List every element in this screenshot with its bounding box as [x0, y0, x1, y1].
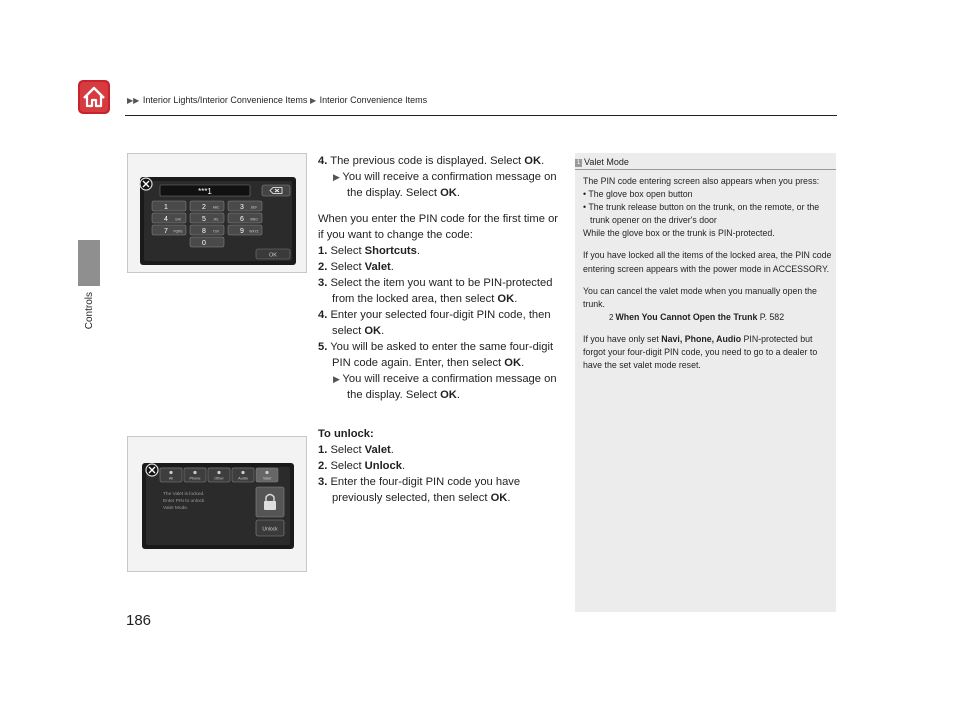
- svg-text:Audio: Audio: [238, 476, 248, 481]
- notes-body: [583, 175, 833, 372]
- setup-step-1: 1. Select Shortcuts.: [318, 245, 420, 257]
- svg-text:9: 9: [240, 228, 244, 235]
- svg-text:6: 6: [240, 216, 244, 223]
- notes-panel: [575, 153, 836, 612]
- svg-text:2: 2: [202, 204, 206, 211]
- unlock-step-2: 2. Select Unlock.: [318, 460, 406, 472]
- result-arrow-icon: ▶: [333, 172, 343, 182]
- setup-step-5-sub: ▶ You will receive a confirmation message on the display. Select OK.: [333, 373, 557, 401]
- svg-text:GHI: GHI: [175, 217, 181, 222]
- setup-step-4: 4. Enter your selected four-digit PIN code, then select OK.: [318, 309, 551, 337]
- tab-valet[interactable]: [256, 468, 278, 482]
- svg-text:Other: Other: [214, 476, 224, 481]
- note-paragraph: If you have locked all the items of the locked area, the PIN code entering screen appears with the power mode in ACCESSORY.: [583, 250, 832, 274]
- keypad-key-3[interactable]: [228, 201, 262, 211]
- tab-audio[interactable]: [232, 468, 254, 482]
- breadcrumb: [127, 95, 427, 105]
- unlock-button-label: Unlock: [262, 526, 278, 533]
- breadcrumb-current: Interior Convenience Items: [319, 95, 428, 105]
- tab-all[interactable]: [160, 468, 182, 482]
- breadcrumb-arrow-icon: ▶: [309, 96, 317, 105]
- note-bullet: • The trunk release button on the trunk, on the remote, or the trunk opener on the driver's door: [583, 202, 820, 226]
- setup-step-2: 2. Select Valet.: [318, 261, 394, 273]
- svg-text:5: 5: [202, 216, 206, 223]
- keypad-key-1[interactable]: [152, 201, 186, 211]
- note-marker-icon: 1: [576, 160, 581, 166]
- svg-text:8: 8: [202, 228, 206, 235]
- pin-code-text: ***1: [198, 187, 212, 196]
- svg-text:4: 4: [164, 216, 168, 223]
- keypad-key-9[interactable]: [228, 225, 262, 235]
- breadcrumb-link-lights[interactable]: Interior Lights/Interior Convenience Items: [142, 95, 308, 105]
- unlock-step-1: 1. Select Valet.: [318, 444, 394, 456]
- svg-text:All: All: [168, 476, 174, 481]
- home-icon[interactable]: [78, 80, 110, 114]
- keypad-key-7[interactable]: [152, 225, 186, 235]
- setup-step-5: 5. You will be asked to enter the same four-digit PIN code again. Enter, then select OK.: [318, 341, 554, 369]
- svg-text:TUV: TUV: [212, 229, 220, 234]
- note-paragraph: You can cancel the valet mode when you manually open the trunk.: [583, 285, 817, 309]
- unlock-step-3: 3. Enter the four-digit PIN code you have previously selected, then select OK.: [318, 476, 521, 504]
- keypad-key-4[interactable]: [152, 213, 186, 223]
- svg-text:PQRS: PQRS: [173, 229, 183, 234]
- notes-title: 1 Valet Mode: [576, 157, 629, 167]
- svg-text:DEF: DEF: [250, 205, 258, 210]
- keypad-key-2[interactable]: [190, 201, 224, 211]
- svg-text:7: 7: [164, 228, 168, 235]
- svg-text:MNO: MNO: [250, 217, 258, 222]
- valet-unlock-screenshot: [127, 436, 307, 572]
- result-arrow-icon: ▶: [333, 374, 343, 384]
- svg-text:0: 0: [202, 240, 206, 247]
- tab-phone[interactable]: [184, 468, 206, 482]
- ok-button-label: OK: [269, 252, 277, 259]
- setup-step-3: 3. Select the item you want to be PIN-protected from the locked area, then select OK.: [318, 277, 553, 305]
- svg-text:ABC: ABC: [212, 205, 220, 210]
- backspace-button[interactable]: [262, 185, 290, 196]
- step-4-confirm: 4. The previous code is displayed. Select OK.: [318, 155, 545, 167]
- keypad-key-6[interactable]: [228, 213, 262, 223]
- header-divider: [125, 115, 837, 116]
- cross-reference-icon: 2: [609, 312, 614, 322]
- pin-entry-screenshot: [127, 153, 307, 273]
- keypad-key-5[interactable]: [190, 213, 224, 223]
- main-instructions: [318, 153, 564, 506]
- tab-other[interactable]: [208, 468, 230, 482]
- svg-text:3: 3: [240, 204, 244, 211]
- svg-text:Valet: Valet: [262, 476, 272, 481]
- unlock-heading: To unlock:: [318, 428, 374, 440]
- svg-text:Phone: Phone: [189, 476, 201, 481]
- keypad-key-0[interactable]: [190, 237, 224, 247]
- section-tab-marker: [78, 240, 100, 286]
- cross-reference-link[interactable]: 2 When You Cannot Open the Trunk P. 582: [609, 311, 785, 322]
- svg-text:1: 1: [164, 204, 168, 211]
- valet-message-text: The Valet is locked. Enter PIN to unlock Valet Mode.: [163, 492, 205, 511]
- note-paragraph: If you have only set Navi, Phone, Audio PIN-protected but forgot your four-digit PIN code, you need to go to a dealer to have the set valet mode reset.: [583, 333, 818, 371]
- intro-paragraph: When you enter the PIN code for the first time or if you want to change the code:: [318, 213, 559, 241]
- note-paragraph: While the glove box or the trunk is PIN-protected.: [583, 228, 775, 239]
- step-4-sub: ▶ You will receive a confirmation message on the display. Select OK.: [333, 171, 557, 199]
- notes-divider: [575, 169, 836, 170]
- svg-text:WXYZ: WXYZ: [249, 229, 259, 234]
- svg-text:JKL: JKL: [213, 217, 219, 222]
- keypad-key-8[interactable]: [190, 225, 224, 235]
- note-bullet: • The glove box open button: [583, 189, 693, 200]
- note-paragraph: The PIN code entering screen also appears when you press:: [583, 176, 820, 186]
- breadcrumb-arrow-icon: ▶▶: [127, 96, 140, 105]
- page-number: 186: [126, 612, 152, 629]
- section-tab-label: Controls: [84, 292, 95, 330]
